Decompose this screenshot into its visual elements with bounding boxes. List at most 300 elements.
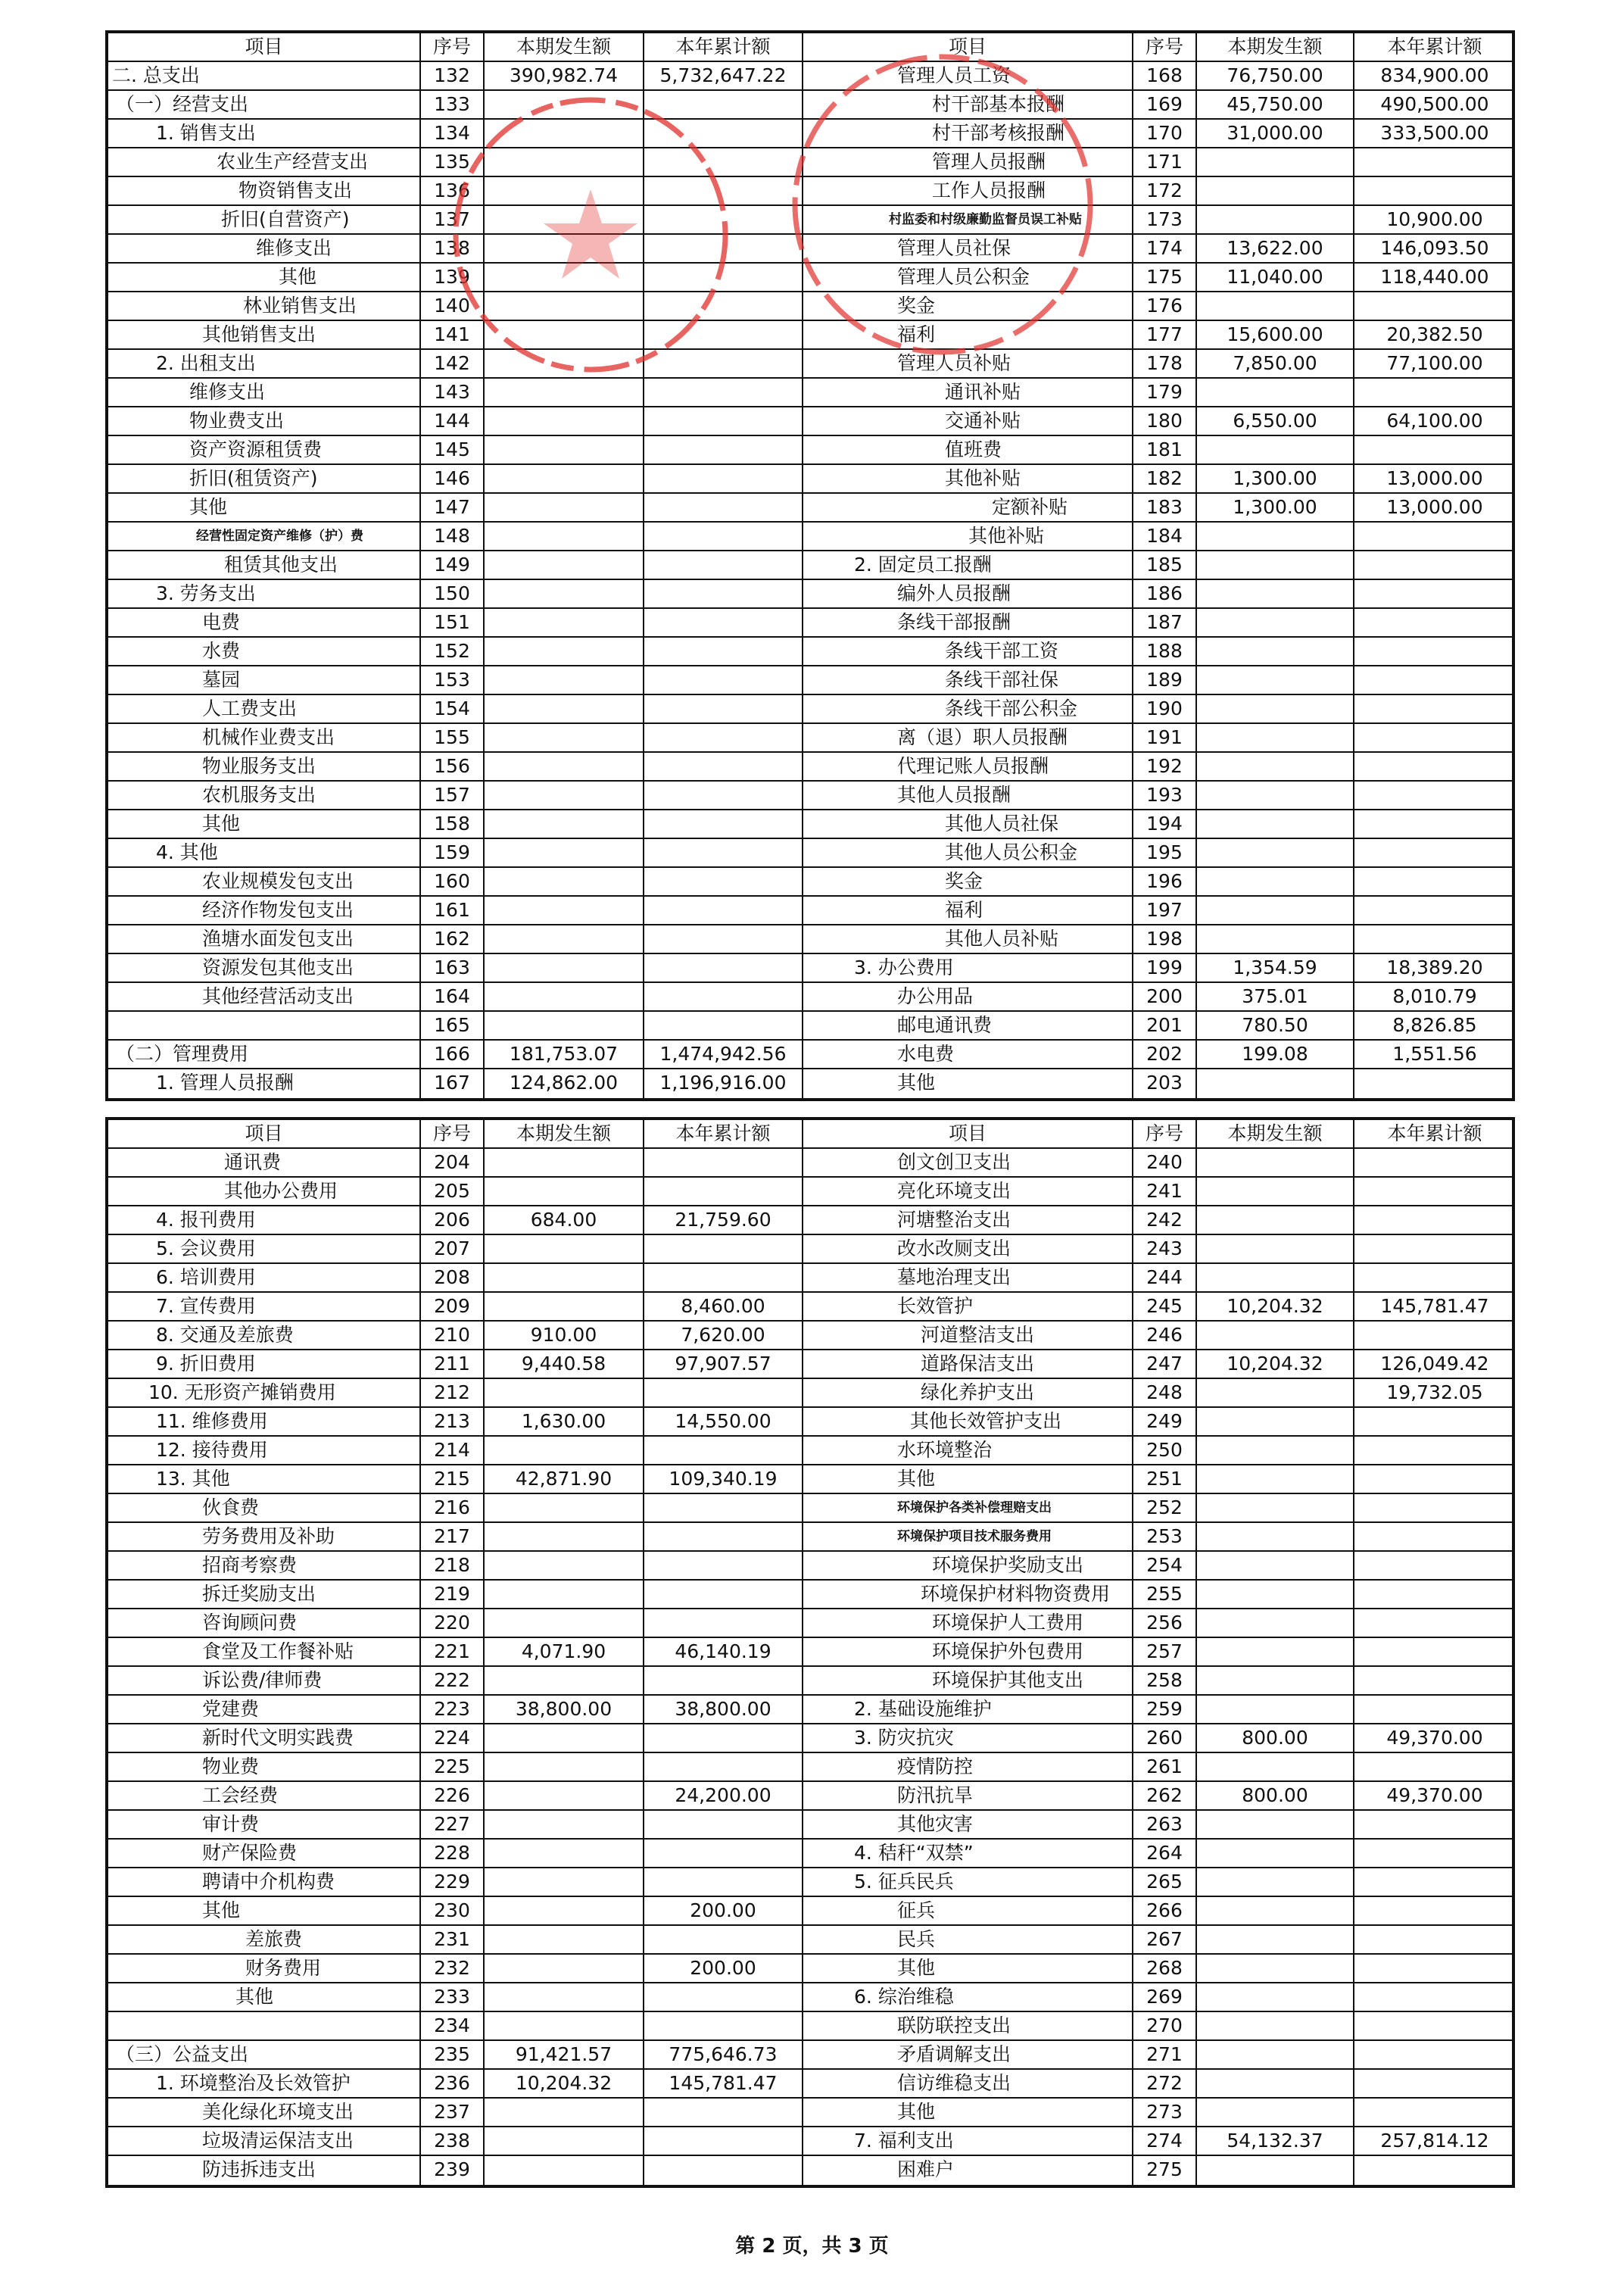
row-number: 167 [421,1069,485,1098]
item-label: （二）管理费用 [108,1041,421,1068]
ytd-amount: 19,732.05 [1386,1381,1483,1403]
ytd-amount [644,1868,803,1896]
row-number: 204 [421,1149,485,1176]
row-number: 214 [421,1437,485,1464]
item-label: 亮化环境支出 [803,1178,1133,1205]
current-amount [485,695,644,722]
current-amount [485,839,644,866]
current-amount [1197,1264,1354,1291]
row-number: 150 [421,580,485,607]
table-row [108,2127,1512,2156]
ytd-amount [644,1840,803,1867]
item-label: 其他长效管护支出 [803,1408,1133,1435]
current-amount [485,1840,644,1867]
row-number: 134 [421,120,485,147]
current-amount [485,379,644,406]
row-number: 244 [1133,1264,1197,1291]
item-label: 伙食费 [108,1494,421,1521]
ytd-amount [644,868,803,895]
ytd-amount [644,2127,803,2155]
row-number: 237 [421,2099,485,2126]
current-amount [485,177,644,204]
item-label: 二. 总支出 [108,62,421,89]
row-number: 132 [421,62,485,89]
ytd-amount: 14,550.00 [644,1408,803,1435]
item-label: 民兵 [803,1926,1133,1953]
row-number: 170 [1133,120,1197,147]
table-row [108,350,1512,379]
current-amount: 124,862.00 [485,1069,644,1098]
current-amount [485,609,644,636]
table-row [108,1012,1512,1041]
current-amount [1197,551,1354,579]
table-row [108,264,1512,292]
item-label: 绿化养护支出 [803,1379,1133,1406]
table-row [108,1041,1512,1069]
item-label: 3. 防灾抗灾 [803,1724,1133,1752]
ytd-amount [1354,1840,1515,1867]
row-number: 175 [1133,264,1197,291]
current-amount [485,2127,644,2155]
ytd-amount [644,436,803,463]
row-number: 153 [421,666,485,694]
item-label: 值班费 [803,436,1133,463]
row-number: 184 [1133,523,1197,550]
row-number: 177 [1133,321,1197,348]
row-number: 205 [421,1178,485,1205]
ytd-amount: 49,370.00 [1386,1784,1483,1806]
ytd-amount [644,494,803,521]
item-label: 物业费 [108,1753,421,1780]
item-label: 维修支出 [108,235,421,262]
header-item: 项目 [803,33,1133,61]
current-amount [485,1293,644,1320]
row-number: 155 [421,724,485,751]
row-number: 249 [1133,1408,1197,1435]
row-number: 261 [1133,1753,1197,1780]
row-number: 248 [1133,1379,1197,1406]
row-number: 219 [421,1581,485,1608]
row-number: 146 [421,465,485,492]
row-number: 258 [1133,1667,1197,1694]
item-label: 10. 无形资产摊销费用 [108,1379,421,1406]
current-amount [1197,868,1354,895]
row-number: 250 [1133,1437,1197,1464]
table-row [108,1926,1512,1955]
header-ytd: 本年累计额 [1387,1122,1482,1144]
ytd-amount [1354,2041,1515,2068]
row-number: 231 [421,1926,485,1953]
header-ytd: 本年累计额 [644,33,803,61]
table-row [108,1149,1512,1178]
current-amount [1197,897,1354,924]
current-amount: 4,071.90 [485,1638,644,1665]
ytd-amount: 38,800.00 [644,1696,803,1723]
current-amount [485,436,644,463]
item-label: 聘请中介机构费 [108,1868,421,1896]
current-amount [485,407,644,435]
item-label: 环境保护奖励支出 [803,1552,1133,1579]
row-number: 253 [1133,1523,1197,1550]
table-row [108,1494,1512,1523]
item-label: 其他人员补贴 [803,925,1133,953]
header-current: 本期发生额 [485,1120,644,1147]
item-label: 其他补贴 [803,523,1133,550]
header-ytd: 本年累计额 [644,1120,803,1147]
item-label: 9. 折旧费用 [108,1350,421,1378]
item-label: 其他 [803,1465,1133,1493]
row-number: 182 [1133,465,1197,492]
current-amount [485,810,644,838]
ytd-amount: 775,646.73 [644,2041,803,2068]
current-amount [1197,1955,1354,1982]
table-row [108,379,1512,407]
item-label: 11. 维修费用 [108,1408,421,1435]
row-number: 245 [1133,1293,1197,1320]
current-amount [485,2099,644,2126]
item-label: 拆迁奖励支出 [108,1581,421,1608]
current-amount [485,292,644,320]
row-number: 227 [421,1811,485,1838]
item-label: 2. 出租支出 [108,350,421,377]
current-amount [485,1983,644,2011]
ytd-amount [1354,1638,1515,1665]
current-amount [485,1926,644,1953]
ytd-amount [644,1552,803,1579]
table-row [108,1983,1512,2012]
row-number: 178 [1133,350,1197,377]
row-number: 191 [1133,724,1197,751]
ytd-amount [644,1235,803,1262]
current-amount [485,983,644,1010]
row-number: 217 [421,1523,485,1550]
row-number: 196 [1133,868,1197,895]
table-row [108,292,1512,321]
row-number: 135 [421,148,485,176]
row-number: 180 [1133,407,1197,435]
current-amount [1197,1840,1354,1867]
ytd-amount: 46,140.19 [644,1638,803,1665]
header-ytd: 本年累计额 [1387,36,1482,58]
item-label: 5. 会议费用 [108,1235,421,1262]
ytd-amount: 333,500.00 [1380,122,1489,144]
row-number: 194 [1133,810,1197,838]
ytd-amount [1354,1069,1515,1098]
current-amount [485,1523,644,1550]
ytd-amount: 1,551.56 [1392,1043,1477,1065]
ytd-amount [644,1753,803,1780]
item-label: 定额补贴 [803,494,1133,521]
item-label: 农机服务支出 [108,782,421,809]
current-amount [1197,1581,1354,1608]
ytd-amount [1354,523,1515,550]
ytd-amount [1354,2012,1515,2039]
item-label: 其他 [108,494,421,521]
row-number: 156 [421,753,485,780]
current-amount [1197,1322,1354,1349]
item-label: 水电费 [803,1041,1133,1068]
row-number: 266 [1133,1897,1197,1924]
row-number: 159 [421,839,485,866]
header-no: 序号 [1133,33,1197,61]
row-number: 200 [1133,983,1197,1010]
current-amount [485,1609,644,1637]
ytd-amount: 490,500.00 [1380,93,1489,115]
ytd-amount [1354,1465,1515,1493]
ytd-amount [644,235,803,262]
row-number: 264 [1133,1840,1197,1867]
current-amount [1197,2099,1354,2126]
ytd-amount [1354,2070,1515,2097]
table-row [108,1609,1512,1638]
ytd-amount [644,407,803,435]
row-number: 171 [1133,148,1197,176]
ytd-amount [644,1581,803,1608]
row-number: 263 [1133,1811,1197,1838]
current-amount [485,1724,644,1752]
current-amount [485,206,644,233]
ytd-amount: 97,907.57 [644,1350,803,1378]
header-item: 项目 [108,1120,421,1147]
item-label: 条线干部工资 [803,638,1133,665]
table-row [108,1724,1512,1753]
current-amount [485,1494,644,1521]
row-number: 272 [1133,2070,1197,2097]
ytd-amount [644,724,803,751]
item-label: 墓园 [108,666,421,694]
ytd-amount: 200.00 [644,1897,803,1924]
table-row [108,1638,1512,1667]
row-number: 141 [421,321,485,348]
ytd-amount: 145,781.47 [1380,1295,1489,1317]
item-label: 6. 综治维稳 [803,1983,1133,2011]
item-label: 13. 其他 [108,1465,421,1493]
current-amount [485,782,644,809]
row-number: 211 [421,1350,485,1378]
table-row [108,206,1512,235]
ytd-amount [1354,1235,1515,1262]
current-amount [485,1581,644,1608]
current-amount [485,1552,644,1579]
item-label: 物业费支出 [108,407,421,435]
row-number: 218 [421,1552,485,1579]
ytd-amount [644,925,803,953]
ytd-amount [1354,1868,1515,1896]
ytd-amount: 1,474,942.56 [644,1041,803,1068]
ytd-amount [644,379,803,406]
current-amount: 11,040.00 [1197,264,1354,291]
header-current: 本期发生额 [485,33,644,61]
item-label: （一）经营支出 [108,91,421,118]
item-label: 折旧(租赁资产) [108,465,421,492]
table-row [108,177,1512,206]
ytd-amount: 834,900.00 [1380,64,1489,86]
ytd-amount [644,1523,803,1550]
current-amount [485,868,644,895]
table-row [108,2070,1512,2099]
ytd-amount [644,1724,803,1752]
current-amount [485,638,644,665]
row-number: 252 [1133,1494,1197,1521]
ytd-amount: 257,814.12 [1380,2130,1489,2152]
row-number: 198 [1133,925,1197,953]
current-amount: 1,354.59 [1197,954,1354,981]
row-number: 223 [421,1696,485,1723]
ytd-amount [1354,1523,1515,1550]
ytd-amount: 200.00 [644,1955,803,1982]
current-amount [1197,1667,1354,1694]
row-number: 234 [421,2012,485,2039]
row-number: 201 [1133,1012,1197,1039]
header-item: 项目 [108,33,421,61]
ytd-amount [644,638,803,665]
current-amount [1197,177,1354,204]
ytd-amount [644,810,803,838]
current-amount [485,350,644,377]
ytd-amount [644,1437,803,1464]
item-label: 防汛抗旱 [803,1782,1133,1809]
current-amount [485,925,644,953]
table-row [108,782,1512,810]
ytd-amount [644,206,803,233]
item-label: 诉讼费/律师费 [108,1667,421,1694]
ytd-amount [1354,2099,1515,2126]
item-label: 物资销售支出 [108,177,421,204]
row-number: 247 [1133,1350,1197,1378]
item-label: 1. 环境整治及长效管护 [108,2070,421,2097]
ytd-amount [644,1149,803,1176]
item-label: 疫情防控 [803,1753,1133,1780]
ytd-amount [1354,1811,1515,1838]
row-number: 166 [421,1041,485,1068]
current-amount [485,1437,644,1464]
row-number: 140 [421,292,485,320]
ytd-amount [644,292,803,320]
ytd-amount [644,551,803,579]
row-number: 208 [421,1264,485,1291]
table-row [108,1696,1512,1724]
current-amount [1197,2041,1354,2068]
table-row [108,1523,1512,1552]
current-amount [1197,1437,1354,1464]
item-label: 代理记账人员报酬 [803,753,1133,780]
ytd-amount [644,1609,803,1637]
expense-table-2 [105,1117,1515,2188]
row-number: 168 [1133,62,1197,89]
item-label: 条线干部公积金 [803,695,1133,722]
item-label: 困难户 [803,2156,1133,2185]
ytd-amount: 126,049.42 [1380,1353,1489,1375]
header-row [108,1120,1512,1149]
ytd-amount [644,321,803,348]
item-label: 其他 [108,810,421,838]
row-number: 193 [1133,782,1197,809]
item-label: 食堂及工作餐补贴 [108,1638,421,1665]
item-label: 8. 交通及差旅费 [108,1322,421,1349]
table-row [108,1552,1512,1581]
ytd-amount [1354,1983,1515,2011]
ytd-amount [644,1983,803,2011]
item-label: 渔塘水面发包支出 [108,925,421,953]
current-amount: 1,630.00 [485,1408,644,1435]
item-label: 咨询顾问费 [108,1609,421,1637]
ytd-amount [1354,1408,1515,1435]
table-row [108,1322,1512,1350]
current-amount [1197,695,1354,722]
ytd-amount [644,1811,803,1838]
row-number: 274 [1133,2127,1197,2155]
item-label: 环境保护人工费用 [803,1609,1133,1637]
table-row [108,1069,1512,1098]
table-row [108,1293,1512,1322]
current-amount: 390,982.74 [485,62,644,89]
item-label: 福利 [803,321,1133,348]
ytd-amount [644,1926,803,1953]
ytd-amount [644,2156,803,2185]
row-number: 268 [1133,1955,1197,1982]
table-row [108,2041,1512,2070]
current-amount [1197,1753,1354,1780]
item-label: 4. 报刊费用 [108,1206,421,1234]
row-number: 161 [421,897,485,924]
row-number: 232 [421,1955,485,1982]
item-label: 福利 [803,897,1133,924]
item-label: 党建费 [108,1696,421,1723]
ytd-amount [1354,1696,1515,1723]
item-label: 通讯费 [108,1149,421,1176]
item-label: 其他人员公积金 [803,839,1133,866]
item-label: 3. 劳务支出 [108,580,421,607]
current-amount: 54,132.37 [1197,2127,1354,2155]
item-label: 经营性固定资产维修（护）费 [108,523,421,550]
row-number: 203 [1133,1069,1197,1098]
table-row [108,1782,1512,1811]
row-number: 242 [1133,1206,1197,1234]
row-number: 143 [421,379,485,406]
table-row [108,1437,1512,1465]
row-number: 148 [421,523,485,550]
ytd-amount [1354,1581,1515,1608]
row-number: 224 [421,1724,485,1752]
item-label: 劳务费用及补助 [108,1523,421,1550]
current-amount: 13,622.00 [1197,235,1354,262]
row-number: 164 [421,983,485,1010]
item-label: 机械作业费支出 [108,724,421,751]
table-row [108,609,1512,638]
row-number: 174 [1133,235,1197,262]
row-number: 189 [1133,666,1197,694]
row-number: 265 [1133,1868,1197,1896]
current-amount [485,465,644,492]
item-label: 6. 培训费用 [108,1264,421,1291]
ytd-amount [1354,1955,1515,1982]
current-amount [485,1012,644,1039]
row-number: 254 [1133,1552,1197,1579]
ytd-amount [1354,810,1515,838]
row-number: 192 [1133,753,1197,780]
row-number: 225 [421,1753,485,1780]
item-label: 通讯补贴 [803,379,1133,406]
table-row [108,1868,1512,1897]
header-current: 本期发生额 [1197,1120,1354,1147]
item-label: 村干部考核报酬 [803,120,1133,147]
row-number: 229 [421,1868,485,1896]
item-label: 条线干部报酬 [803,609,1133,636]
row-number: 271 [1133,2041,1197,2068]
current-amount [1197,666,1354,694]
row-number: 269 [1133,1983,1197,2011]
current-amount [485,1897,644,1924]
